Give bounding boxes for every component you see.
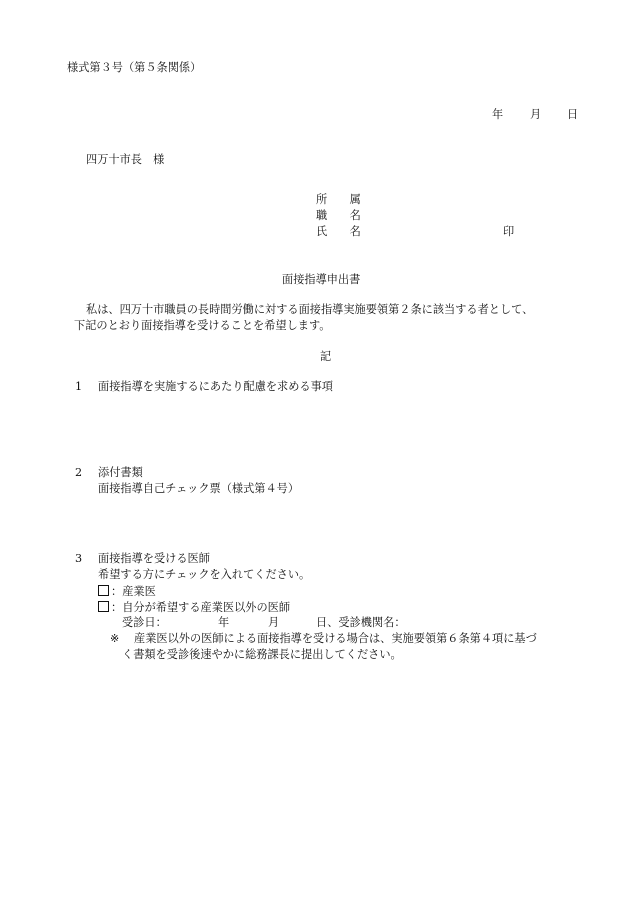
name-label: 氏 名 [316,225,361,238]
visit-date-label: 受診日： [122,616,167,629]
position-label: 職 名 [316,209,361,222]
date-day-label: 日 [567,108,579,121]
document-title: 面接指導申出書 [282,273,361,286]
form-number: 様式第３号（第５条関係） [67,61,202,74]
note-mark: ※ [110,632,120,645]
option-1-checkbox[interactable] [98,585,109,596]
option-other-physician[interactable] [98,601,290,613]
note-line-1: 産業医以外の医師による面接指導を受ける場合は、実施要領第６条第４項に基づ [134,632,537,645]
body-line-2: 下記のとおり面接指導を受けることを希望します。 [74,319,331,332]
ki-marker: 記 [320,350,332,363]
date-month-label: 月 [530,108,542,121]
attachment-item: 面接指導自己チェック票（様式第４号） [98,482,300,495]
section-1-heading: 面接指導を実施するにあたり配慮を求める事項 [98,380,333,393]
section-2-heading: 添付書類 [98,466,143,479]
section-1-number: 1 [75,380,83,393]
option-occupational-physician[interactable] [98,585,156,597]
section-3-number: 3 [75,552,83,565]
body-line-1: 私は、四万十市職員の長時間労働に対する面接指導実施要領第２条に該当する者として、 [86,303,534,316]
option-2-checkbox[interactable] [98,601,109,612]
section-2-number: 2 [75,466,83,479]
option-2-label: ：自分が希望する産業医以外の医師 [111,601,291,614]
affiliation-label: 所 属 [316,193,361,206]
seal-label: 印 [503,225,515,238]
section-3-heading: 面接指導を受ける医師 [98,552,210,565]
visit-month-label: 月 [268,616,280,629]
addressee: 四万十市長 様 [86,153,165,166]
check-instruction: 希望する方にチェックを入れてください。 [98,568,311,581]
note-line-2: く書類を受診後速やかに総務課長に提出してください。 [122,648,402,661]
date-year-label: 年 [492,108,504,121]
visit-day-clinic-label: 日、受診機関名： [316,616,406,629]
visit-year-label: 年 [218,616,230,629]
option-1-label: ：産業医 [111,585,156,598]
